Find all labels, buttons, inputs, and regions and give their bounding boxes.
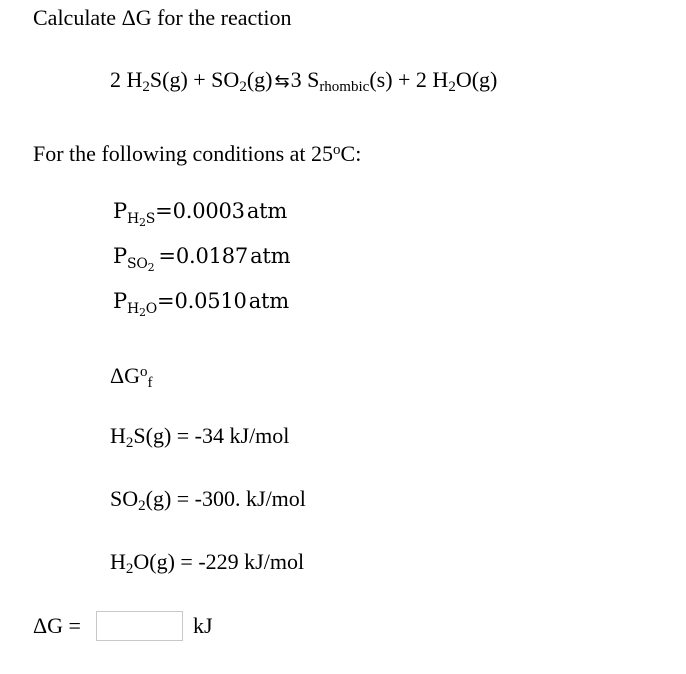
pressure-species-subscript: 2 bbox=[147, 261, 155, 274]
reaction-h2s-rest: S(g) + SO bbox=[149, 67, 240, 92]
formation-energy-h2s bbox=[110, 422, 289, 450]
pressure-symbol: P bbox=[113, 244, 127, 268]
pressure-species bbox=[127, 211, 155, 227]
pressure-unit: atm bbox=[246, 199, 288, 223]
formation-energy-header bbox=[110, 362, 153, 390]
formation-species-a: H bbox=[110, 423, 126, 448]
pressure-h2s bbox=[113, 197, 288, 229]
pressure-value: =0.0510 bbox=[157, 289, 247, 313]
answer-unit bbox=[193, 612, 213, 640]
question-intro-text: Calculate ΔG for the reaction bbox=[33, 5, 292, 30]
formation-species-a: SO bbox=[110, 486, 139, 511]
reaction-s-subscript: rhombic bbox=[319, 79, 370, 95]
conditions-degree: o bbox=[333, 142, 341, 158]
formation-species-value: S(g) = -34 kJ/mol bbox=[133, 423, 290, 448]
pressure-species-a: H bbox=[126, 301, 139, 317]
pressure-so2 bbox=[113, 242, 291, 274]
formation-species-value: O(g) = -229 kJ/mol bbox=[133, 549, 305, 574]
pressure-species bbox=[127, 301, 157, 317]
delta-g-formation-subscript: f bbox=[147, 375, 153, 391]
formation-species-subscript: 2 bbox=[138, 498, 146, 514]
pressure-symbol: P bbox=[113, 199, 127, 223]
reaction-h2s-subscript: 2 bbox=[142, 79, 150, 95]
answer-label bbox=[33, 612, 81, 640]
conditions-lead: For the following conditions at 25 bbox=[33, 141, 334, 166]
equilibrium-arrow-icon: ⇆ bbox=[274, 71, 290, 92]
answer-label-text: ΔG = bbox=[33, 613, 81, 638]
pressure-h2o bbox=[113, 287, 290, 319]
pressure-species-b: O bbox=[145, 301, 158, 317]
reaction-equation bbox=[110, 66, 497, 96]
pressure-species-subscript: 2 bbox=[138, 216, 146, 229]
pressure-species-a: H bbox=[126, 211, 139, 227]
pressure-species-subscript: 2 bbox=[138, 306, 146, 319]
pressure-value: =0.0187 bbox=[158, 244, 249, 268]
pressure-value: =0.0003 bbox=[155, 199, 245, 223]
reaction-s-rest: (s) + 2 H bbox=[369, 67, 449, 92]
formation-species-value: (g) = -300. kJ/mol bbox=[145, 486, 306, 511]
formation-species-subscript: 2 bbox=[125, 561, 134, 577]
reaction-h2o-subscript: 2 bbox=[448, 79, 456, 95]
conditions-unit: C: bbox=[340, 141, 362, 166]
reaction-h2o-state: O(g) bbox=[455, 67, 498, 92]
question-intro bbox=[33, 4, 291, 32]
delta-g-answer-input[interactable] bbox=[96, 611, 183, 641]
delta-g-symbol: ΔG bbox=[110, 363, 141, 388]
pressure-species bbox=[127, 256, 154, 272]
reaction-h2s-coef: 2 H bbox=[110, 67, 143, 92]
reaction-so2-subscript: 2 bbox=[239, 79, 247, 95]
pressure-species-a: SO bbox=[126, 256, 148, 272]
pressure-unit: atm bbox=[250, 244, 291, 268]
pressure-species-b: S bbox=[145, 211, 156, 227]
pressure-symbol: P bbox=[113, 289, 127, 313]
pressure-unit: atm bbox=[248, 289, 290, 313]
delta-g-degree: o bbox=[140, 364, 148, 380]
formation-energy-h2o bbox=[110, 548, 304, 576]
formation-species-a: H bbox=[110, 549, 126, 574]
formation-energy-so2 bbox=[110, 485, 306, 513]
conditions-line bbox=[33, 140, 361, 168]
answer-unit-text: kJ bbox=[193, 613, 213, 638]
reaction-s-coef: 3 S bbox=[290, 67, 320, 92]
reaction-so2-state: (g) bbox=[246, 67, 273, 92]
formation-species-subscript: 2 bbox=[125, 435, 134, 451]
